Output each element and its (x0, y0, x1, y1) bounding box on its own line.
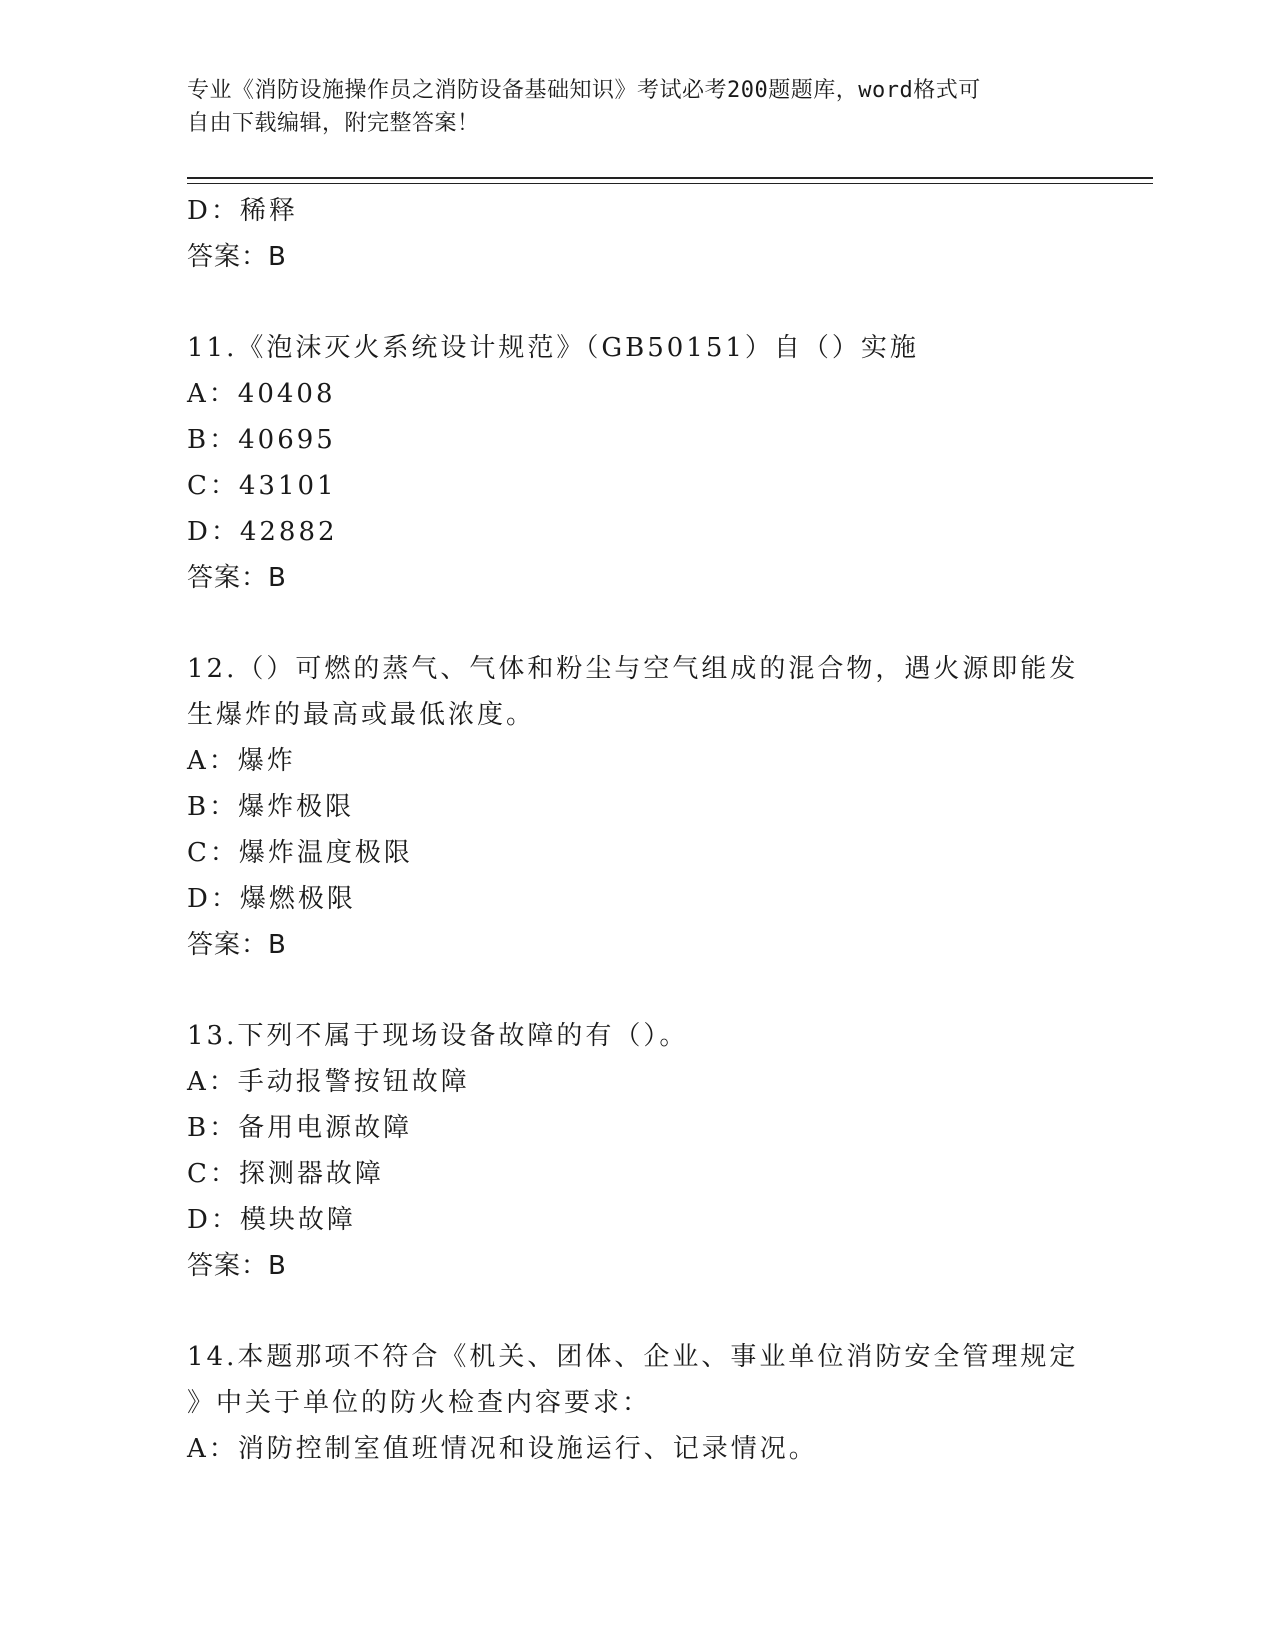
question-stem: 13.下列不属于现场设备故障的有（）。 (187, 1021, 689, 1051)
option-d: D：稀释 (187, 196, 298, 226)
spacer (187, 1289, 1087, 1334)
question-stem-line-2: 》中关于单位的防火检查内容要求： (187, 1388, 652, 1418)
option-a: A：爆炸 (187, 746, 296, 776)
question-stem-line-2: 生爆炸的最高或最低浓度。 (187, 700, 536, 730)
answer-line: 答案：B (187, 563, 287, 593)
spacer (187, 280, 1087, 325)
option-b: B：备用电源故障 (187, 1113, 413, 1143)
option-d: D：爆燃极限 (187, 884, 356, 914)
option-c: C：43101 (187, 471, 337, 501)
option-a: A：40408 (187, 379, 336, 409)
option-c: C：爆炸温度极限 (187, 838, 413, 868)
spacer (187, 601, 1087, 646)
page-header (187, 74, 1067, 140)
question-10-tail (187, 188, 1087, 280)
option-a: A：手动报警按钮故障 (187, 1067, 470, 1097)
answer-line: 答案：B (187, 930, 287, 960)
header-rule-thin (187, 183, 1153, 184)
question-stem-line-1: 14.本题那项不符合《机关、团体、企业、事业单位消防安全管理规定 (187, 1342, 1079, 1372)
option-c: C：探测器故障 (187, 1159, 384, 1189)
question-content (187, 188, 1087, 1472)
question-stem-line-1: 12.（）可燃的蒸气、气体和粉尘与空气组成的混合物，遇火源即能发 (187, 654, 1079, 684)
option-d: D：模块故障 (187, 1205, 356, 1235)
answer-line: 答案：B (187, 1251, 287, 1281)
spacer (187, 968, 1087, 1013)
question-14 (187, 1334, 1087, 1472)
option-d: D：42882 (187, 517, 338, 547)
question-stem: 11.《泡沫灭火系统设计规范》（GB50151）自（）实施 (187, 333, 919, 363)
header-line-2: 自由下载编辑，附完整答案！ (187, 111, 480, 136)
header-rule-thick (187, 177, 1153, 179)
header-line-1: 专业《消防设施操作员之消防设备基础知识》考试必考200题题库，word格式可 (187, 78, 981, 103)
question-12 (187, 646, 1087, 968)
option-b: B：40695 (187, 425, 336, 455)
question-11 (187, 325, 1087, 601)
option-b: B：爆炸极限 (187, 792, 355, 822)
answer-line: 答案：B (187, 242, 287, 272)
question-13 (187, 1013, 1087, 1289)
option-a: A：消防控制室值班情况和设施运行、记录情况。 (187, 1434, 818, 1464)
